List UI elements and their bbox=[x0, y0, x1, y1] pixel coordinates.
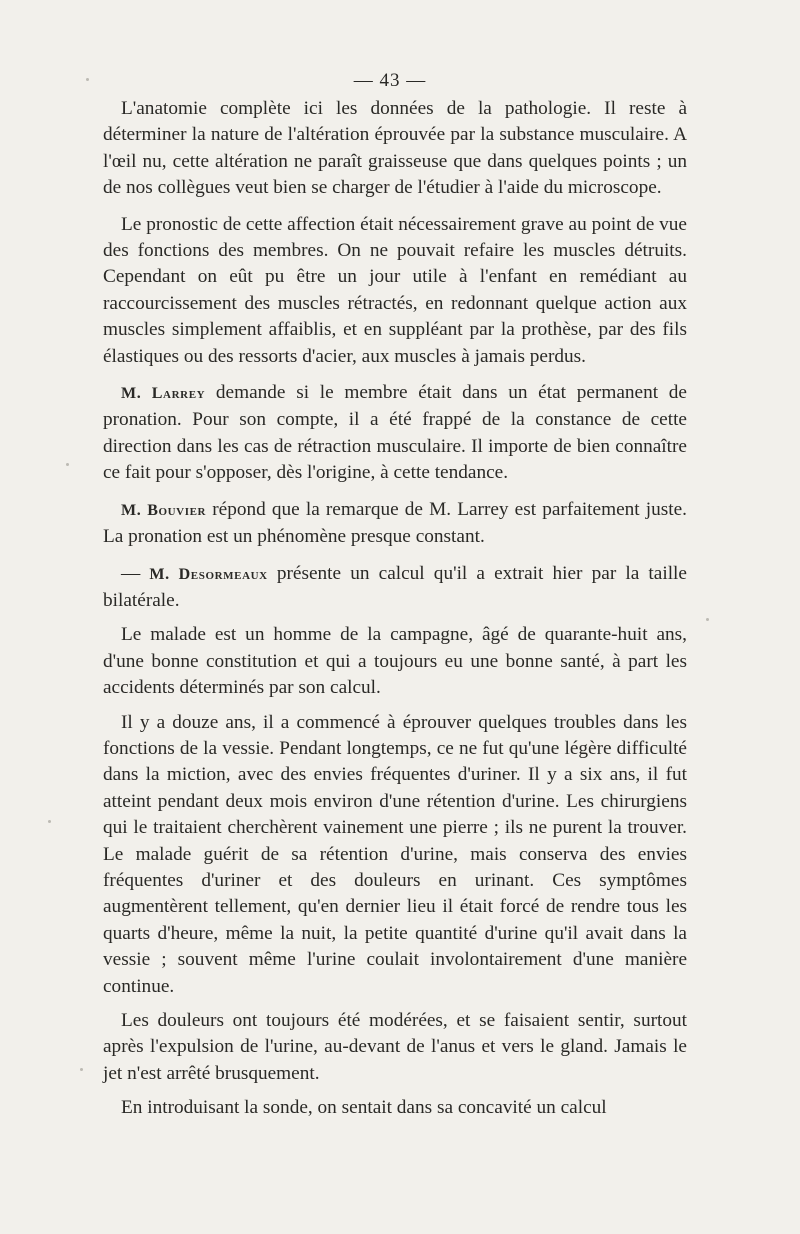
paragraph-prognosis: Le pronostic de cette affection était nécessairement grave au point de vue des fonctions des membres. On ne pouvait refaire les muscles détruits. Cependant on eût pu être un jour utile à l'enfant en remédiant au raccourcissement des muscles rétractés, en redonnant quelque action aux muscles simplement affaiblis, et en suppléant par la prothèse, par des fils élastiques ou des ressorts d'acier, aux muscles à jamais perdus. bbox=[103, 213, 687, 367]
paragraph-text: demande si le membre était dans un état permanent de pronation. Pour son compte, il a été frappé de la constance de cette direction dans les cas de rétraction musculaire. Il importe de bien connaître ce fait pour s'opposer, dès l'origine, à cette tendance. bbox=[103, 382, 687, 484]
paragraph-larrey bbox=[103, 380, 687, 487]
paragraph-text: présente un calcul qu'il a extrait hier par la taille bilatérale. bbox=[103, 562, 687, 611]
paper-speck bbox=[706, 618, 709, 621]
speaker-name: M. Bouvier bbox=[121, 501, 207, 519]
paragraph-desormeaux bbox=[103, 561, 687, 615]
paper-speck bbox=[86, 78, 89, 81]
paper-speck bbox=[80, 1068, 83, 1071]
paragraph-bouvier bbox=[103, 497, 687, 551]
paragraph-text: répond que la remarque de M. Larrey est parfaitement juste. La pronation est un phénomène presque constant. bbox=[103, 498, 688, 548]
paragraph-patient: Le malade est un homme de la campagne, âgé de quarante-huit ans, d'une bonne constitution et qui a toujours eu une bonne santé, à part les accidents déterminés par son calcul. bbox=[103, 624, 687, 699]
paragraph-probe: En introduisant la sonde, on sentait dans sa concavité un calcul bbox=[121, 1097, 607, 1119]
paragraph-anatomy: L'anatomie complète ici les données de la pathologie. Il reste à déterminer la nature de l'altération éprouvée par la substance musculaire. A l'œil nu, cette altération ne paraît graisseuse que dans quelques points ; un de nos collègues veut bien se charger de l'étudier à l'aide du microscope. bbox=[103, 98, 687, 199]
em-dash: — bbox=[121, 562, 141, 584]
speaker-name: M. Desormeaux bbox=[149, 565, 268, 583]
body-text bbox=[103, 96, 687, 1122]
page-number: — 43 — bbox=[353, 70, 427, 91]
paper-speck bbox=[66, 463, 69, 466]
paragraph-pain: Les douleurs ont toujours été modérées, et se faisaient sentir, surtout après l'expulsion de l'urine, au-devant de l'anus et vers le gland. Jamais le jet n'est arrêté brusquement. bbox=[103, 1010, 687, 1084]
speaker-name: M. Larrey bbox=[121, 385, 206, 403]
paper-speck bbox=[48, 820, 51, 823]
paragraph-history: Il y a douze ans, il a commencé à éprouver quelques troubles dans les fonctions de la vessie. Pendant longtemps, ce ne fut qu'une légère difficulté dans la miction, avec des envies fréquentes d'uriner. Il y a six ans, il fut atteint pendant deux mois environ d'une rétention d'urine. Les chirurgiens qui le traitaient cherchèrent vainement une pierre ; ils ne purent la trouver. Le malade guérit de sa rétention d'urine, mais conserva des envies fréquentes d'uriner et des douleurs en urinant. Ces symptômes augmentèrent tellement, qu'en dernier lieu il était forcé de rendre tous les quarts d'heure, même la nuit, la petite quantité d'urine qu'il avait dans la vessie ; souvent même l'urine coulait involontairement d'une manière continue. bbox=[103, 711, 687, 997]
